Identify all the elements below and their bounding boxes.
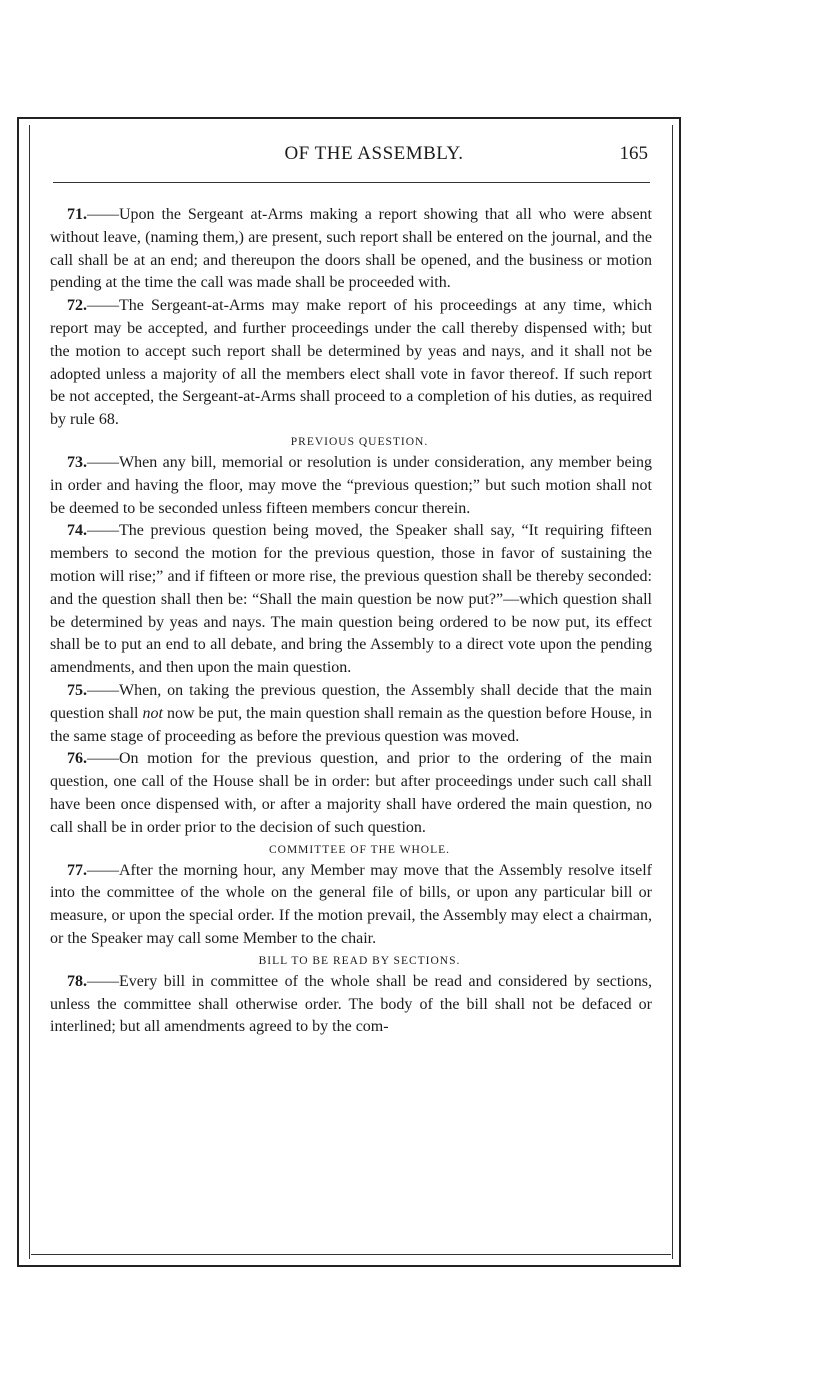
rule-text: ——When any bill, memorial or resolution is under consideration, any member being in order and having the floor, may move the “previous question;” but such motion shall not be deemed to be seconded unless fifteen members concur therein. (50, 453, 652, 517)
rule-text: now be put, the main question shall remain as the question before House, in the same stage of proceeding as before the previous question was moved. (50, 704, 653, 745)
rule-73 (50, 452, 652, 520)
rule-text: ——The previous question being moved, the Speaker shall say, “It requiring fifteen members to second the motion for the previous question, those in favor of sustaining the motion will rise;” and if fifteen or more rise, the previous question shall be thereby seconded: and the question shall then be: “Shall the main question be now put?”—which question shall be determined by yeas and nays. The main question being ordered to be now put, its effect shall be to put an end to all debate, and bring the Assembly to a direct vote upon the pending amendments, and then upon the main question. (50, 522, 652, 677)
rule-number: 71. (67, 206, 87, 223)
rule-number: 72. (67, 297, 87, 315)
rule-text: ——On motion for the previous question, and prior to the ordering of the main question, one call of the House shall be in order: but after proceedings under such call shall have been once dispensed with, or after a majority shall have ordered the main question, no call shall be in order prior to the decision of such question. (50, 750, 652, 836)
rule-72 (50, 295, 652, 432)
rule-76 (50, 748, 652, 839)
rule-number: 76. (67, 750, 87, 768)
page-number: 165 (619, 143, 648, 164)
header-rule (53, 182, 650, 183)
running-head: OF THE ASSEMBLY. (284, 143, 464, 164)
rule-74 (50, 520, 652, 680)
rule-number: 75. (67, 681, 87, 699)
footer-rule (31, 1254, 671, 1255)
rule-text: ——Upon the Sergeant at-Arms making a report showing that all who were absent without leave, (naming them,) are present, such report shall be entered on the journal, and the call shall be at an end; and thereupon the doors shall be opened, and the business or motion pending at the time the call was made shall be proceeded with. (50, 206, 652, 292)
rule-text: ——Every bill in committee of the whole shall be read and considered by sections, unless the committee shall otherwise order. The body of the bill shall not be defaced or interlined; but all amendments agreed to by the com- (50, 972, 652, 1036)
section-heading-previous-question: PREVIOUS QUESTION. (290, 435, 429, 448)
rule-number: 74. (67, 522, 87, 540)
rule-77 (50, 860, 652, 951)
section-heading-bill-by-sections: BILL TO BE READ BY SECTIONS. (258, 954, 461, 967)
rule-text: ——After the morning hour, any Member may move that the Assembly resolve itself into the committee of the whole on the general file of bills, or upon any particular bill or measure, or upon the special order. If the motion prevail, the Assembly may elect a chairman, or the Speaker may call some Member to the chair. (50, 861, 652, 947)
section-heading-committee-of-the-whole: COMMITTEE OF THE WHOLE. (268, 843, 450, 856)
rule-text: ——The Sergeant-at-Arms may make report of his proceedings at any time, which report may be accepted, and further proceedings under the call thereby dispensed with; but the motion to accept such report shall be determined by yeas and nays, and it shall not be adopted unless a majority of all the members elect shall vote in favor thereof. If such report be not accepted, the Sergeant-at-Arms shall proceed to a completion of his duties, as required by rule 68. (50, 297, 652, 429)
rule-text-emphasis: not (142, 704, 163, 722)
rule-number: 77. (67, 861, 87, 879)
page-body (50, 204, 652, 1039)
rule-number: 73. (67, 453, 87, 471)
rule-75 (50, 680, 652, 748)
rule-text: ——When, on taking the previous question, the Assembly shall decide that the main question shall (50, 681, 652, 722)
rule-71 (50, 204, 652, 295)
page-header (48, 143, 652, 173)
rule-number: 78. (67, 972, 87, 990)
rule-78 (50, 971, 652, 1039)
